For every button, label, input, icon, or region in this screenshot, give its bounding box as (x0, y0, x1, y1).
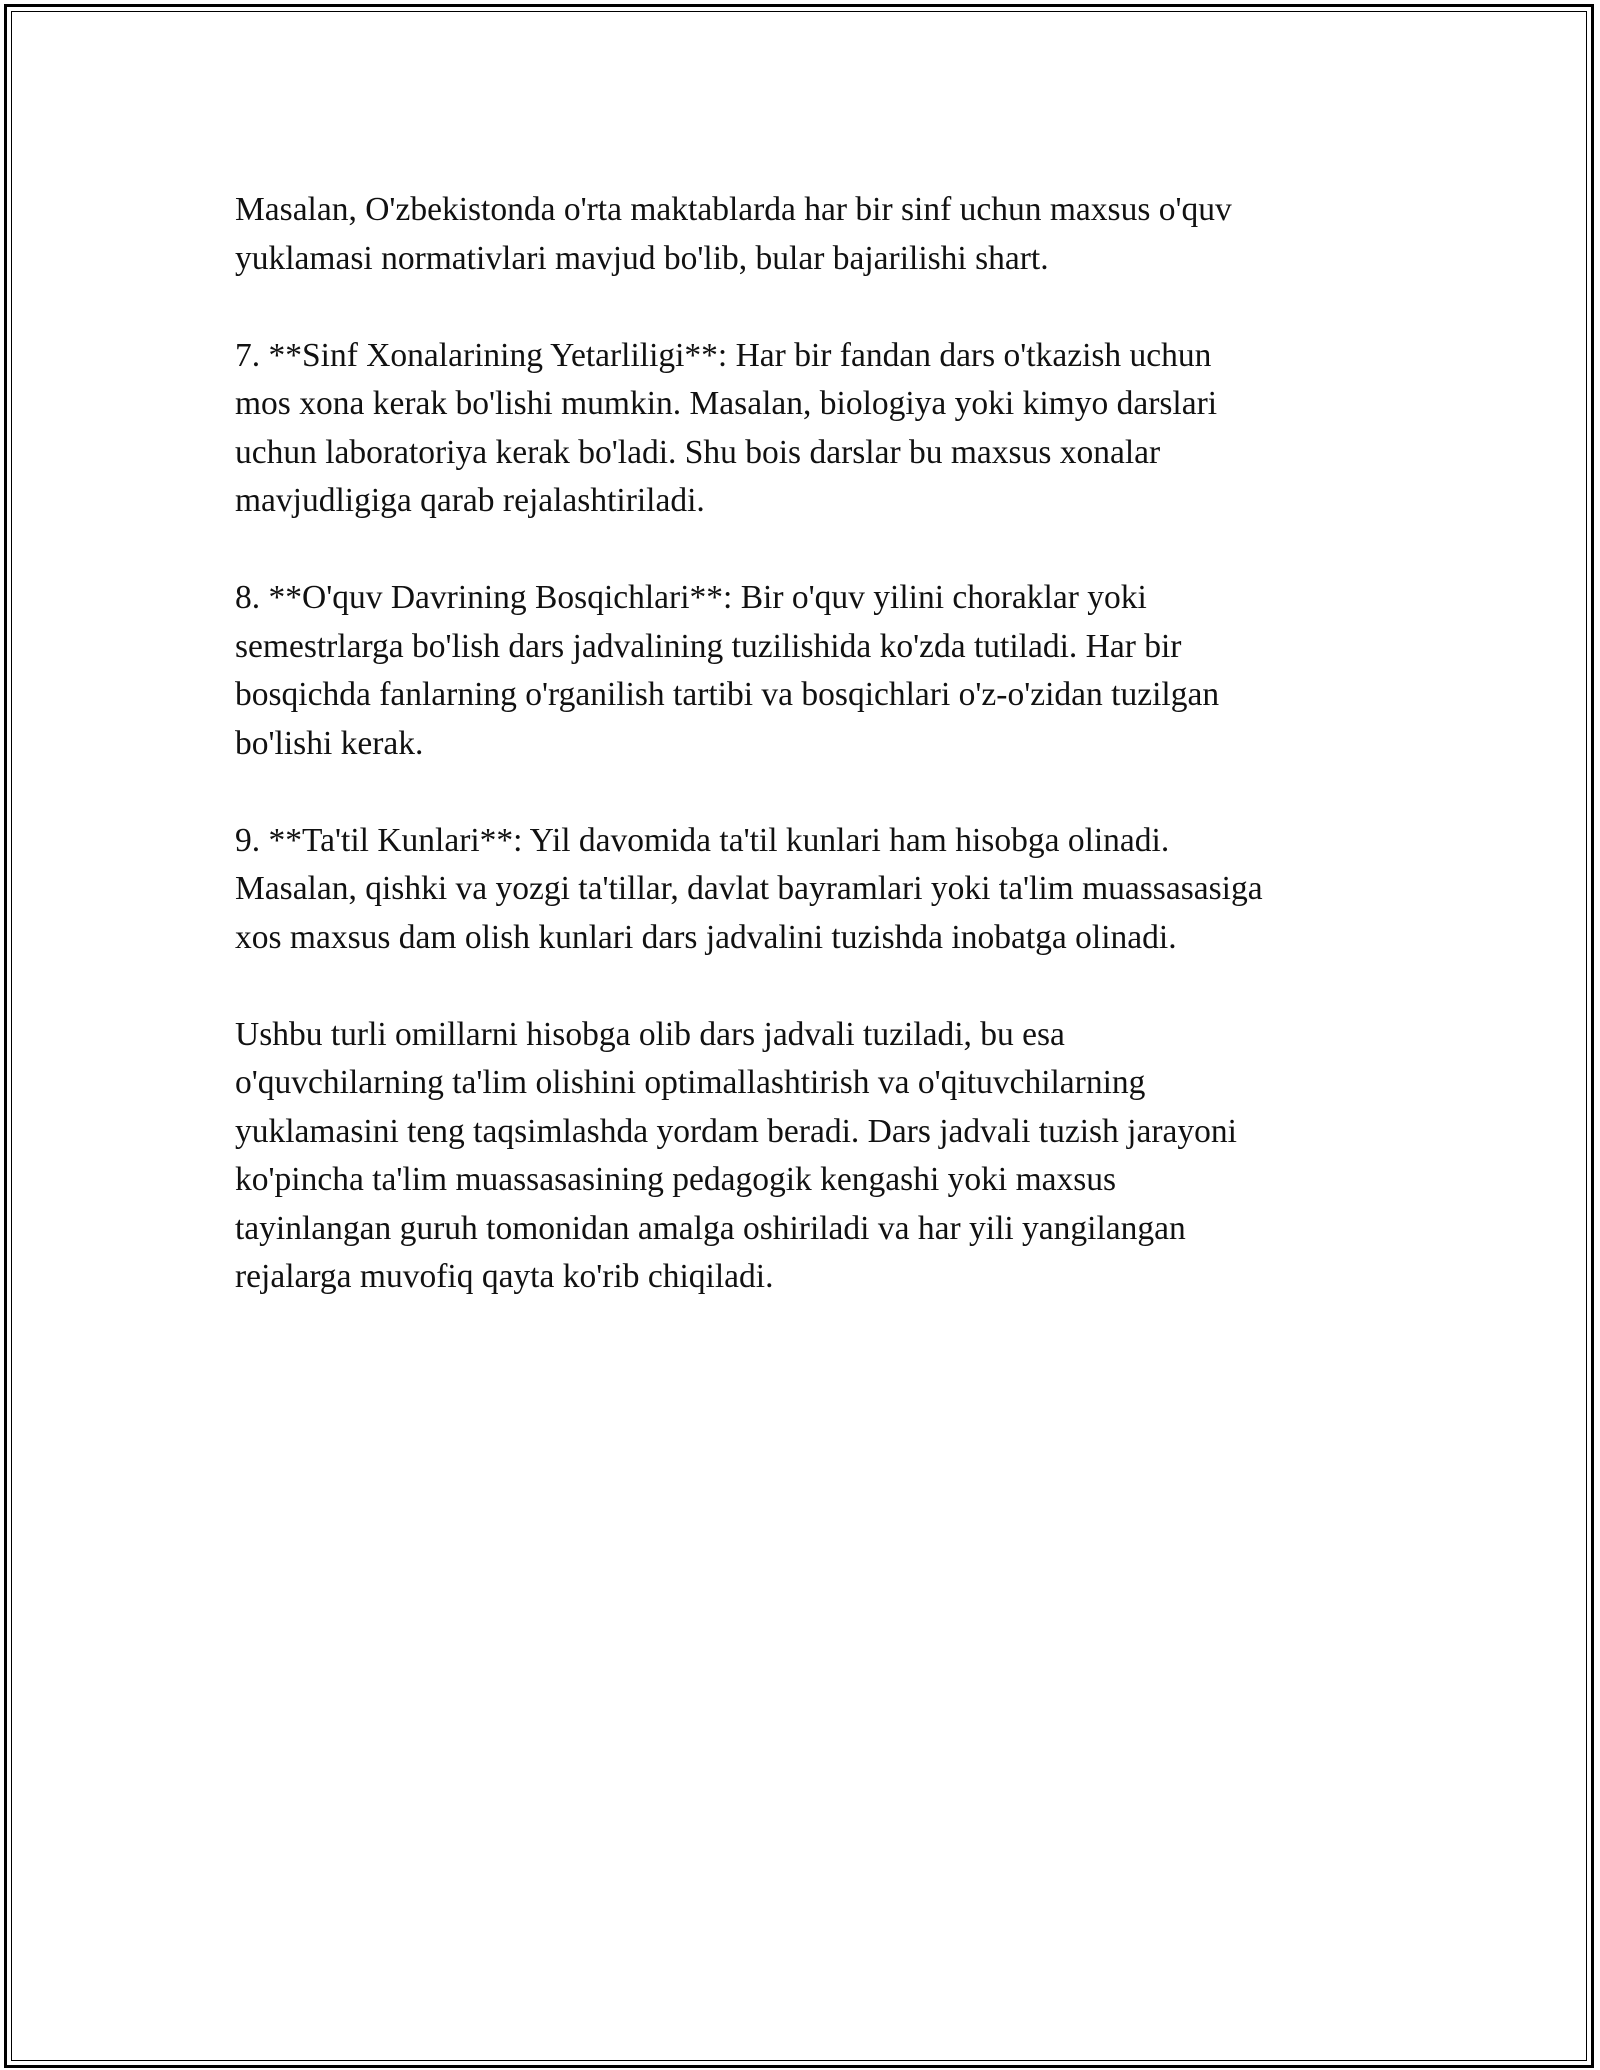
document-body (235, 186, 1370, 1302)
paragraph-intro: Masalan, O'zbekistonda o'rta maktablarda har bir sinf uchun maxsus o'quv yuklamasi normativlari mavjud bo'lib, bular bajarilishi shart. (235, 191, 1232, 277)
paragraph-item-7: 7. **Sinf Xonalarining Yetarliligi**: Har bir fandan dars o'tkazish uchun mos xona kerak bo'lishi mumkin. Masalan, biologiya yoki kimyo darslari uchun laboratoriya kerak bo'ladi. Shu bois darslar bu maxsus xonalar mavjudligiga qarab rejalashtiriladi. (235, 336, 1218, 519)
paragraph-item-9: 9. **Ta'til Kunlari**: Yil davomida ta'til kunlari ham hisobga olinadi. Masalan, qishki va yozgi ta'tillar, davlat bayramlari yoki ta'lim muassasasiga xos maxsus dam olish kunlari dars jadvalini tuzishda inobatga olinadi. (235, 821, 1263, 956)
paragraph-item-8: 8. **O'quv Davrining Bosqichlari**: Bir o'quv yilini choraklar yoki semestrlarga bo'lish dars jadvalining tuzilishida ko'zda tutiladi. Har bir bosqichda fanlarning o'rganilish tartibi va bosqichlari o'z-o'zidan tuzilgan bo'lishi kerak. (235, 579, 1220, 762)
paragraph-conclusion: Ushbu turli omillarni hisobga olib dars jadvali tuziladi, bu esa o'quvchilarning ta'lim olishini optimallashtirish va o'qituvchilarning yuklamasini teng taqsimlashda yordam beradi. Dars jadvali tuzish jarayoni ko'pincha ta'lim muassasasining pedagogik kengashi yoki maxsus tayinlangan guruh tomonidan amalga oshiriladi va har yili yangilangan rejalarga muvofiq qayta ko'rib chiqiladi. (235, 1015, 1237, 1295)
